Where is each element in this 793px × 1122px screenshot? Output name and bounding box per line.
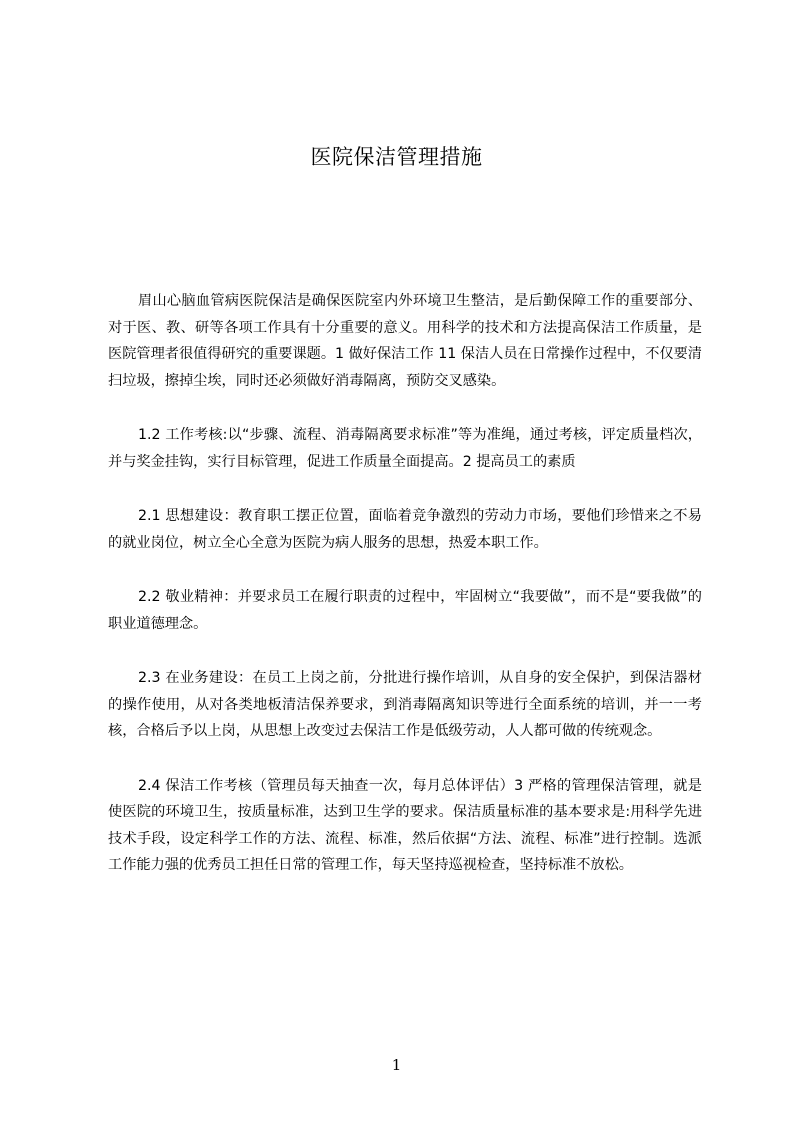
page-number: 1 — [391, 1056, 402, 1074]
paragraph-2-2-dedication: 2.2 敬业精神：并要求员工在履行职责的过程中，牢固树立“我要做”，而不是“要我做”的职业道德理念。 — [108, 589, 702, 632]
paragraph-2-3-skill-building: 2.3 在业务建设：在员工上岗之前，分批进行操作培训，从自身的安全保护，到保洁器材的操作使用，从对各类地板清洁保养要求，到消毒隔离知识等进行全面系统的培训，并一一考核，合格后予以上岗，从思想上改变过去保洁工作是低级劳动，人人都可做的传统观念。 — [108, 670, 702, 739]
document-title: 医院保洁管理措施 — [310, 145, 483, 169]
document-body — [108, 288, 702, 879]
paragraph-1-2-work-assessment: 1.2 工作考核:以“步骤、流程、消毒隔离要求标准”等为准绳，通过考核，评定质量档次，并与奖金挂钩，实行目标管理，促进工作质量全面提高。2 提高员工的素质 — [108, 427, 702, 470]
paragraph-2-4-cleaning-assessment: 2.4 保洁工作考核（管理员每天抽查一次，每月总体评估）3 严格的管理保洁管理，就是使医院的环境卫生，按质量标准，达到卫生学的要求。保洁质量标准的基本要求是:用科学先进技术手段，设定科学工作的方法、流程、标准，然后依据“方法、流程、标准”进行控制。选派工作能力强的优秀员工担任日常的管理工作，每天坚持巡视检查，坚持标准不放松。 — [108, 777, 702, 873]
paragraph-intro: 眉山心脑血管病医院保洁是确保医院室内外环境卫生整洁，是后勤保障工作的重要部分、对于医、教、研等各项工作具有十分重要的意义。用科学的技术和方法提高保洁工作质量，是医院管理者很值得研究的重要课题。1 做好保洁工作 11 保洁人员在日常操作过程中，不仅要清扫垃圾，擦掉尘埃，同时还必须做好消毒隔离，预防交叉感染。 — [108, 293, 702, 389]
paragraph-2-1-ideological-building: 2.1 思想建设：教育职工摆正位置，面临着竞争激烈的劳动力市场，要他们珍惜来之不易的就业岗位，树立全心全意为医院为病人服务的思想，热爱本职工作。 — [108, 508, 702, 551]
